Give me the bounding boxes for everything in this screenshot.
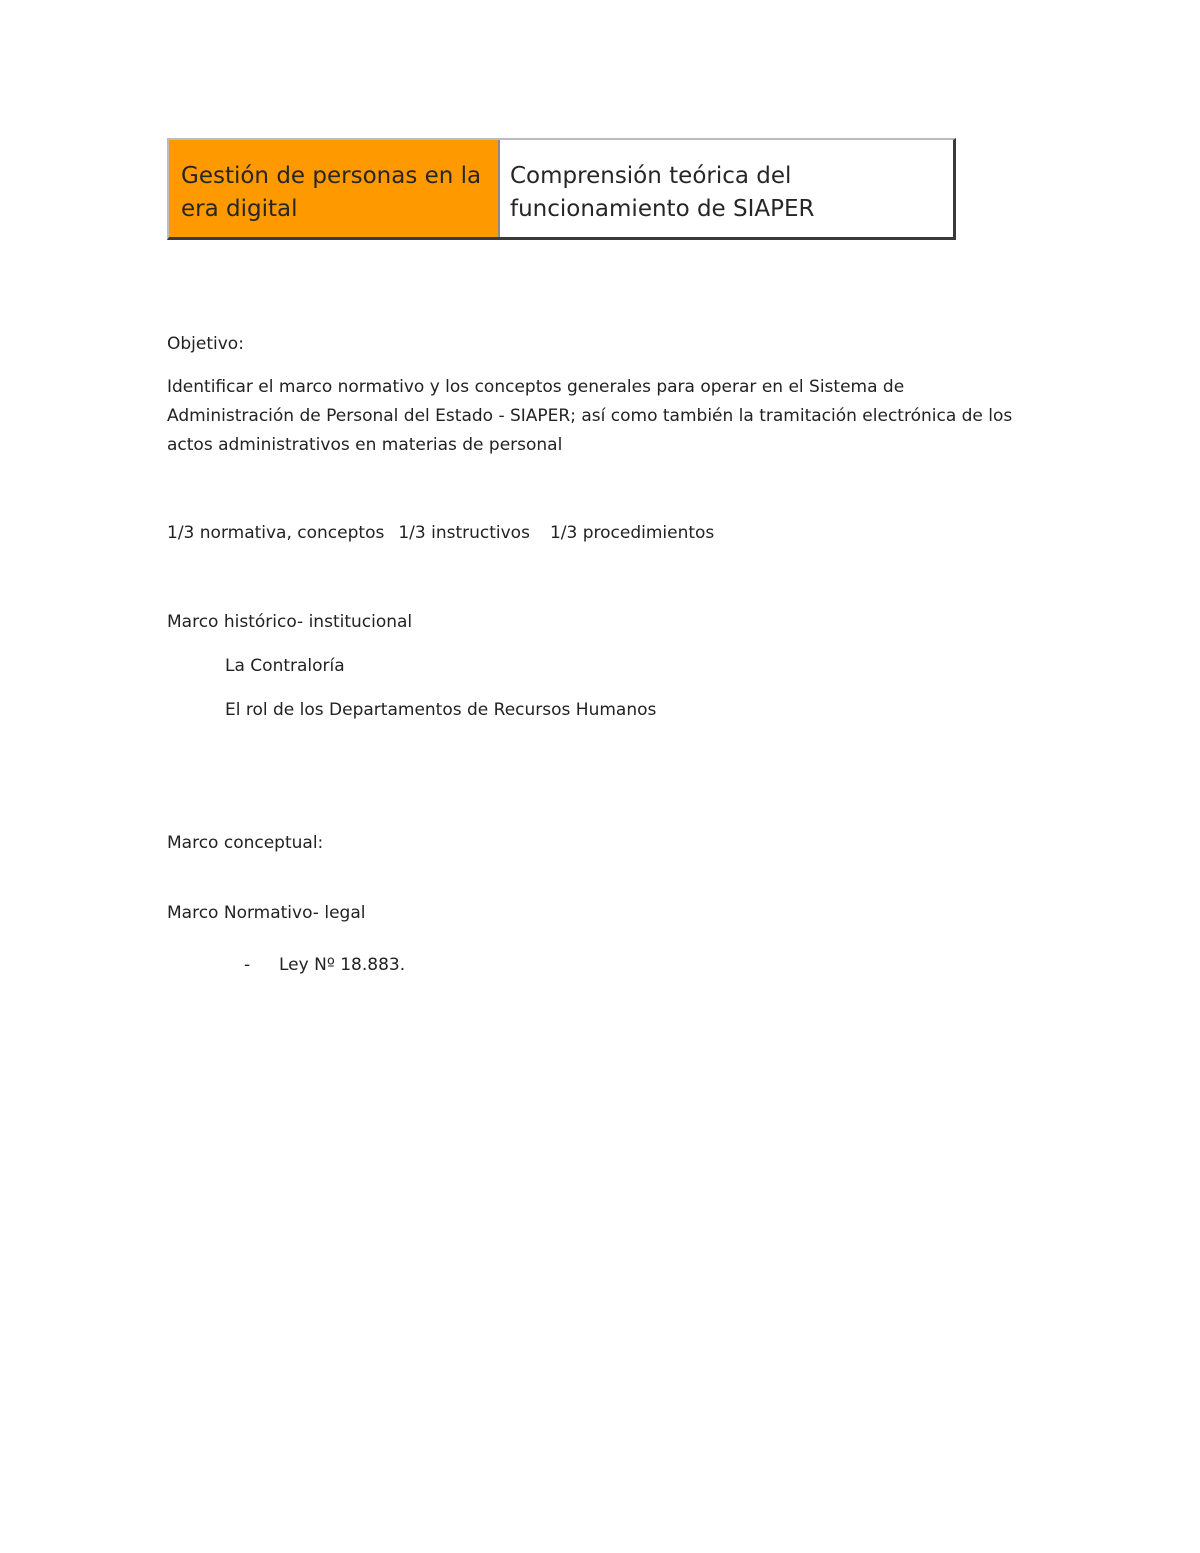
distribution-part1: 1/3 normativa, conceptos [167, 523, 385, 543]
objective-line3: actos administrativos en materias de personal [167, 435, 563, 455]
header-module-cell [500, 140, 953, 237]
objective-line1: Identificar el marco normativo y los conceptos generales para operar en el Sistema de [167, 377, 905, 397]
objective-paragraph [167, 373, 1047, 460]
normative-bullet: - [244, 955, 251, 975]
distribution-line [167, 519, 714, 548]
course-title-line2: era digital [181, 196, 298, 222]
distribution-part2: 1/3 instructivos [398, 523, 530, 543]
module-title-line1: Comprensión teórica del [510, 163, 792, 189]
distribution-part3: 1/3 procedimientos [549, 523, 715, 543]
objective-line2: Administración de Personal del Estado - SIAPER; así como también la tramitación electrónica de los [167, 406, 1013, 426]
normative-item-ley: Ley Nº 18.883. [279, 955, 406, 975]
module-title-line2: funcionamiento de SIAPER [510, 196, 815, 222]
conceptual-heading: Marco conceptual: [167, 833, 324, 853]
header-course-cell [169, 140, 500, 237]
header-table [167, 138, 956, 240]
course-title-line1: Gestión de personas en la [181, 163, 482, 189]
normative-heading: Marco Normativo- legal [167, 903, 366, 923]
historical-item-contraloria: La Contraloría [225, 656, 345, 676]
objective-label: Objetivo: [167, 334, 244, 354]
historical-heading: Marco histórico- institucional [167, 612, 413, 632]
historical-item-rrhh: El rol de los Departamentos de Recursos Humanos [225, 700, 657, 720]
